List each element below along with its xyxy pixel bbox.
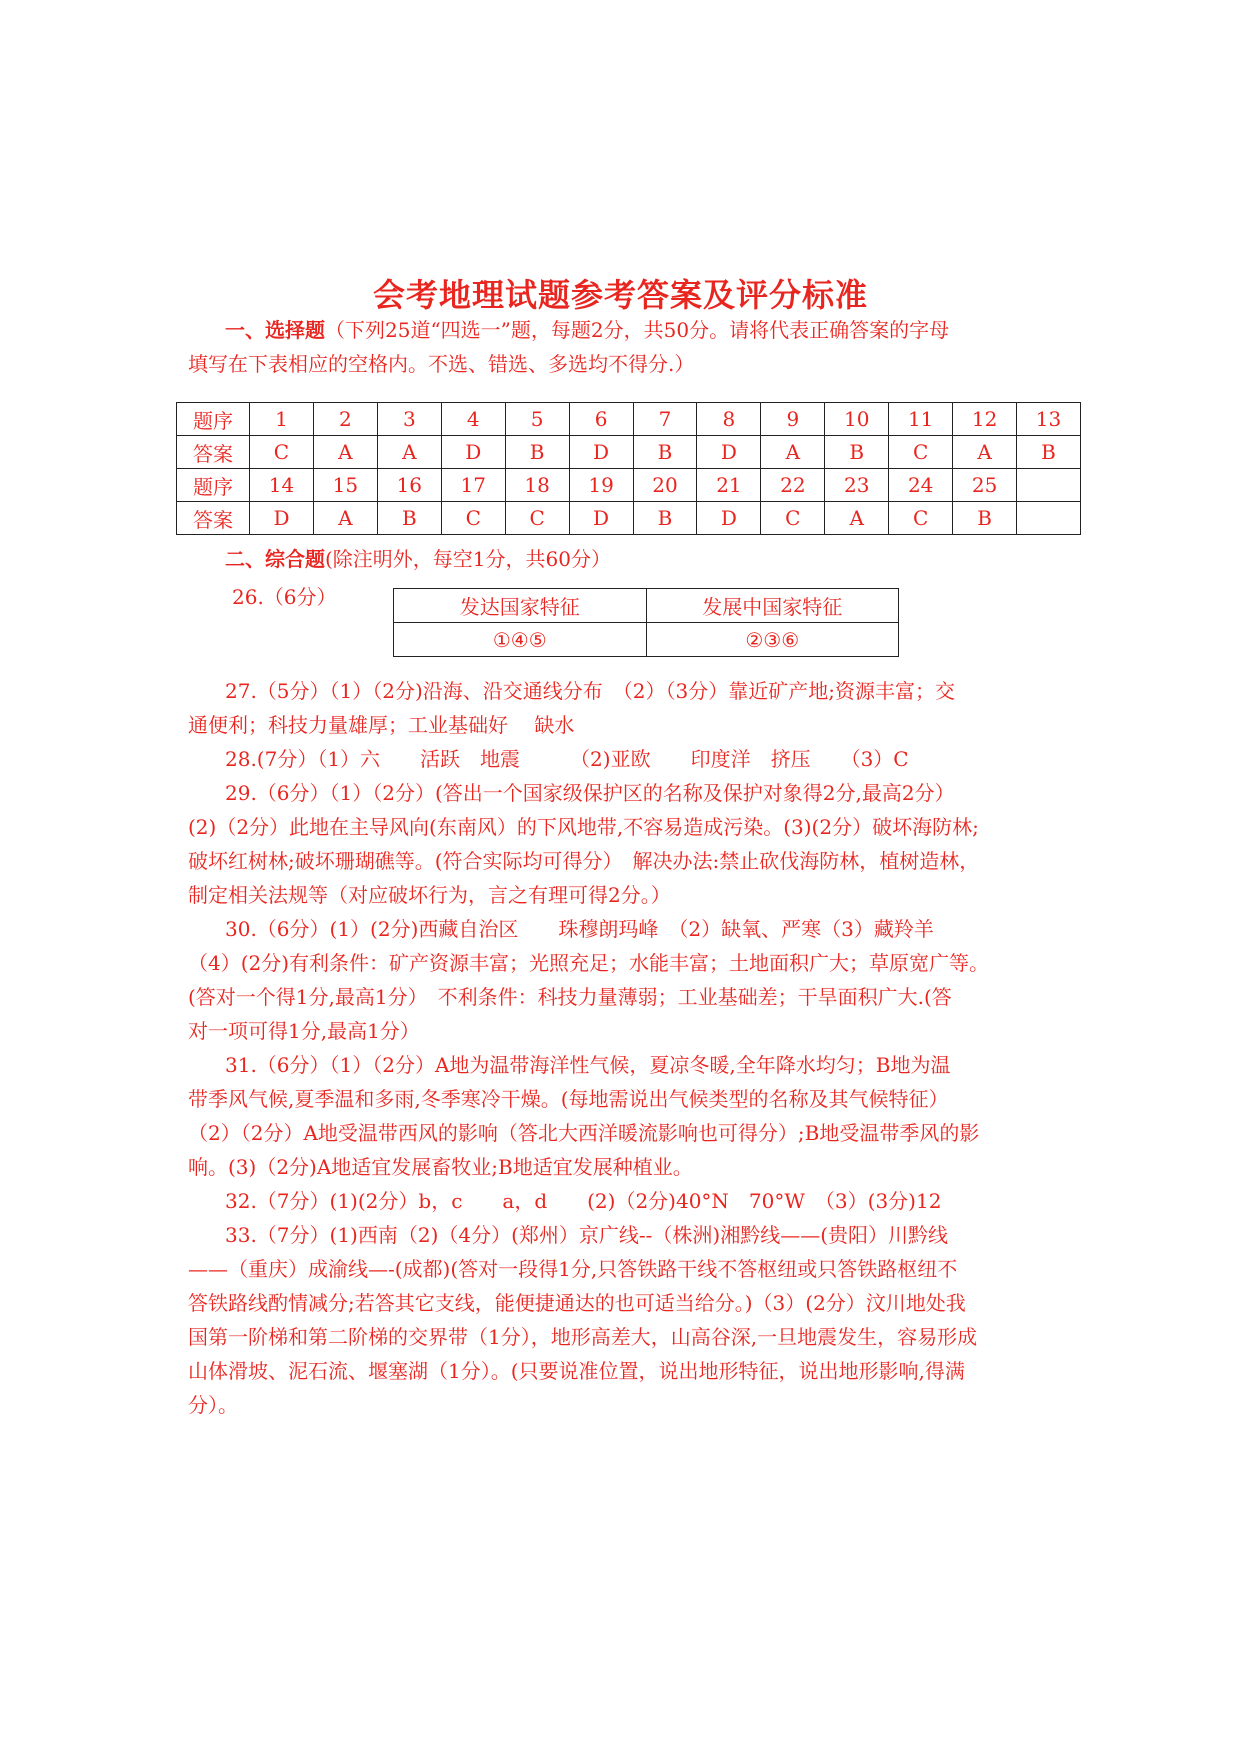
row-label: 答案 bbox=[177, 502, 250, 535]
question-number: 13 bbox=[1017, 403, 1081, 436]
answer-cell: B bbox=[953, 502, 1017, 535]
table-row bbox=[394, 589, 899, 623]
q31-line-4: 响。(3)（2分)A地适宜发展畜牧业;B地适宜发展种植业。 bbox=[188, 1155, 693, 1179]
answer-cell: B bbox=[377, 502, 441, 535]
question-number: 19 bbox=[569, 469, 633, 502]
section1-note: （下列25道“四选一”题，每题2分，共50分。请将代表正确答案的字母 bbox=[325, 318, 950, 342]
question-number: 4 bbox=[441, 403, 505, 436]
answer-cell: D bbox=[250, 502, 314, 535]
table-row bbox=[177, 436, 1081, 469]
answer-cell: A bbox=[953, 436, 1017, 469]
question-number: 9 bbox=[761, 403, 825, 436]
question-number: 16 bbox=[377, 469, 441, 502]
answer-cell: D bbox=[697, 436, 761, 469]
row-label: 题序 bbox=[177, 403, 250, 436]
question-number: 8 bbox=[697, 403, 761, 436]
section1-heading: 一、选择题 bbox=[225, 318, 325, 342]
question-number: 23 bbox=[825, 469, 889, 502]
answer-table bbox=[176, 402, 1081, 535]
q33-line-4: 国第一阶梯和第二阶梯的交界带（1分），地形高差大，山高谷深,一旦地震发生，容易形成 bbox=[188, 1325, 978, 1349]
answer-cell: D bbox=[441, 436, 505, 469]
section1-intro bbox=[225, 313, 1105, 347]
q33-line-3: 答铁路线酌情减分;若答其它支线，能便捷通达的也可适当给分。)（3）(2分）汶川地处我 bbox=[188, 1291, 966, 1315]
q29-line-3: 破坏红树林;破坏珊瑚礁等。(符合实际均可得分） 解决办法:禁止砍伐海防林，植树造林， bbox=[188, 849, 980, 873]
answer-cell: A bbox=[313, 436, 377, 469]
row-label: 答案 bbox=[177, 436, 250, 469]
question-number: 20 bbox=[633, 469, 697, 502]
developing-value: ②③⑥ bbox=[646, 623, 899, 657]
q30-line-3: (答对一个得1分,最高1分） 不利条件：科技力量薄弱；工业基础差；干旱面积广大.(答 bbox=[188, 985, 952, 1009]
answer-cell: C bbox=[505, 502, 569, 535]
section1-note-cont: 填写在下表相应的空格内。不选、错选、多选均不得分.） bbox=[188, 352, 695, 376]
section2-intro bbox=[225, 542, 1105, 576]
question-number: 15 bbox=[313, 469, 377, 502]
question-number: 2 bbox=[313, 403, 377, 436]
answer-cell: C bbox=[889, 436, 953, 469]
q31-line-1: 31.（6分）（1）（2分）A地为温带海洋性气候，夏凉冬暖,全年降水均匀；B地为温 bbox=[225, 1053, 951, 1077]
question-number: 25 bbox=[953, 469, 1017, 502]
q26-label: 26.（6分） bbox=[232, 585, 337, 609]
q32-line-1: 32.（7分）(1)(2分）b，c a，d (2)（2分)40°N 70°W （3）(3分)12 bbox=[225, 1189, 942, 1213]
answer-cell: D bbox=[569, 436, 633, 469]
answer-cell: B bbox=[633, 502, 697, 535]
q33-line-6: 分）。 bbox=[188, 1393, 238, 1417]
answer-cell: D bbox=[569, 502, 633, 535]
q28-line-1: 28.(7分）（1）六 活跃 地震 （2)亚欧 印度洋 挤压 （3）C bbox=[225, 747, 909, 771]
answer-cell: A bbox=[825, 502, 889, 535]
q33-line-2: ——（重庆）成渝线—-(成都)(答对一段得1分,只答铁路干线不答枢纽或只答铁路枢纽不 bbox=[188, 1257, 958, 1281]
q30-line-4: 对一项可得1分,最高1分） bbox=[188, 1019, 420, 1043]
answer-cell: C bbox=[889, 502, 953, 535]
q29-line-2: (2)（2分）此地在主导风向(东南风）的下风地带,不容易造成污染。(3)(2分）破坏海防林; bbox=[188, 815, 979, 839]
empty-cell bbox=[1017, 502, 1081, 535]
q30-line-1: 30.（6分）(1）(2分)西藏自治区 珠穆朗玛峰 （2）缺氧、严寒（3）藏羚羊 bbox=[225, 917, 934, 941]
q29-line-4: 制定相关法规等（对应破坏行为，言之有理可得2分。） bbox=[188, 883, 671, 907]
section2-heading: 二、综合题 bbox=[225, 547, 325, 571]
section2-note: (除注明外，每空1分，共60分） bbox=[325, 547, 611, 571]
empty-cell bbox=[1017, 469, 1081, 502]
q29-line-1: 29.（6分）（1）（2分）(答出一个国家级保护区的名称及保护对象得2分,最高2分） bbox=[225, 781, 955, 805]
table-row bbox=[394, 623, 899, 657]
question-number: 6 bbox=[569, 403, 633, 436]
q30-line-2: （4）(2分)有利条件：矿产资源丰富；光照充足；水能丰富；土地面积广大；草原宽广等。 bbox=[188, 951, 990, 975]
q33-line-1: 33.（7分）(1)西南（2)（4分）(郑州）京广线--（株洲)湘黔线——(贵阳）川黔线 bbox=[225, 1223, 949, 1247]
row-label: 题序 bbox=[177, 469, 250, 502]
answer-cell: B bbox=[633, 436, 697, 469]
q33-line-5: 山体滑坡、泥石流、堰塞湖（1分）。(只要说准位置，说出地形特征，说出地形影响,得满 bbox=[188, 1359, 965, 1383]
answer-cell: C bbox=[761, 502, 825, 535]
q31-line-3: （2）（2分）A地受温带西风的影响（答北大西洋暖流影响也可得分）;B地受温带季风的影 bbox=[188, 1121, 980, 1145]
question-number: 22 bbox=[761, 469, 825, 502]
question-number: 12 bbox=[953, 403, 1017, 436]
question-number: 1 bbox=[250, 403, 314, 436]
q27-line-1: 27.（5分）（1）（2分)沿海、沿交通线分布 （2）（3分）靠近矿产地;资源丰富；交 bbox=[225, 679, 955, 703]
q27-line-2: 通便利；科技力量雄厚；工业基础好 缺水 bbox=[188, 713, 575, 737]
developed-value: ①④⑤ bbox=[394, 623, 647, 657]
question-number: 17 bbox=[441, 469, 505, 502]
answer-cell: D bbox=[697, 502, 761, 535]
q26-table bbox=[393, 588, 899, 657]
question-number: 7 bbox=[633, 403, 697, 436]
question-number: 24 bbox=[889, 469, 953, 502]
table-row bbox=[177, 403, 1081, 436]
answer-cell: B bbox=[1017, 436, 1081, 469]
question-number: 18 bbox=[505, 469, 569, 502]
page-title: 会考地理试题参考答案及评分标准 bbox=[372, 276, 868, 314]
question-number: 3 bbox=[377, 403, 441, 436]
answer-cell: A bbox=[313, 502, 377, 535]
table-row bbox=[177, 502, 1081, 535]
question-number: 21 bbox=[697, 469, 761, 502]
answer-cell: B bbox=[505, 436, 569, 469]
q31-line-2: 带季风气候,夏季温和多雨,冬季寒冷干燥。(每地需说出气候类型的名称及其气候特征） bbox=[188, 1087, 949, 1111]
answer-cell: C bbox=[441, 502, 505, 535]
answer-cell: B bbox=[825, 436, 889, 469]
answer-cell: A bbox=[761, 436, 825, 469]
question-number: 10 bbox=[825, 403, 889, 436]
table-row bbox=[177, 469, 1081, 502]
question-number: 5 bbox=[505, 403, 569, 436]
question-number: 14 bbox=[250, 469, 314, 502]
answer-cell: C bbox=[250, 436, 314, 469]
developed-header: 发达国家特征 bbox=[394, 589, 647, 623]
answer-cell: A bbox=[377, 436, 441, 469]
developing-header: 发展中国家特征 bbox=[646, 589, 899, 623]
question-number: 11 bbox=[889, 403, 953, 436]
